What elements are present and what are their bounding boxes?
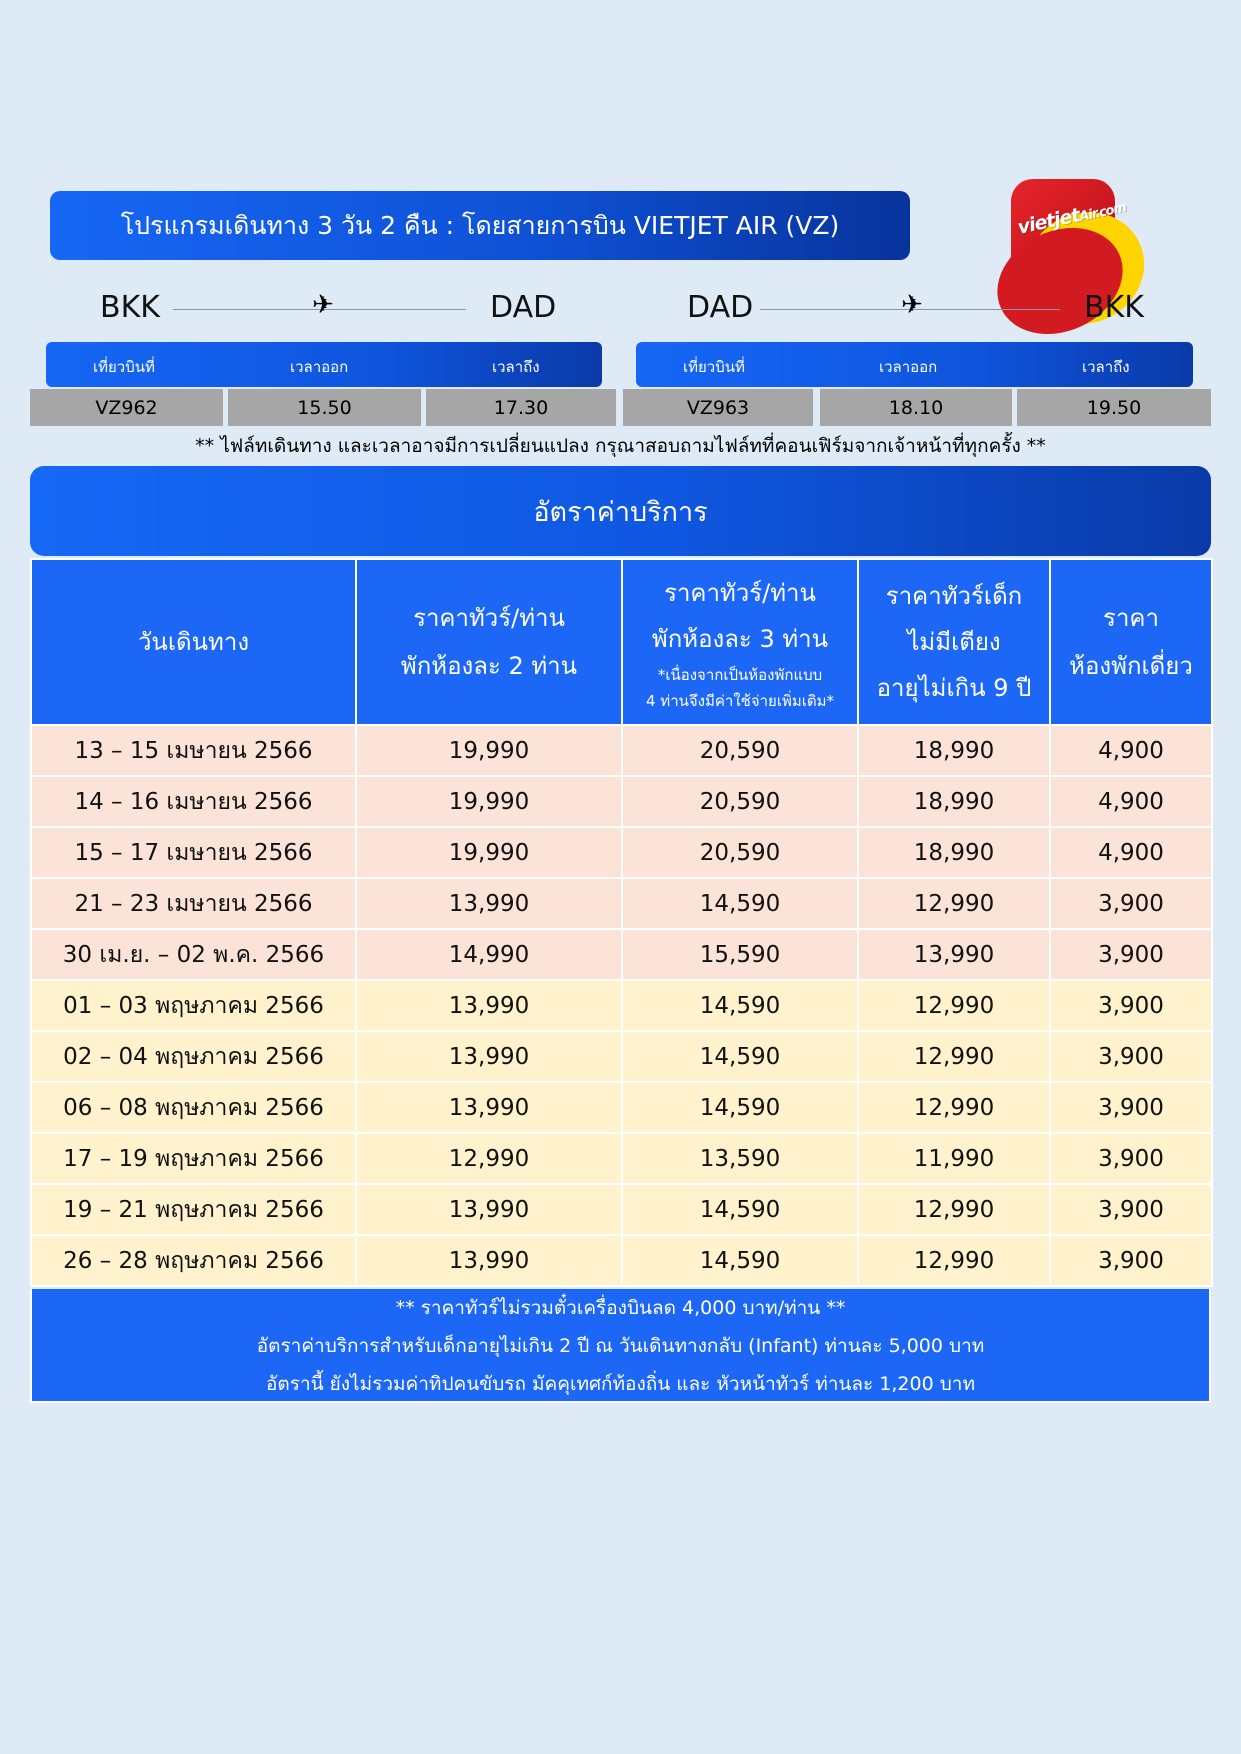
- cell-date: 13 – 15 เมษายน 2566: [31, 725, 356, 776]
- footer-note-infant: อัตราค่าบริการสำหรับเด็กอายุไม่เกิน 2 ปี ณ วันเดินทางกลับ (Infant) ท่านละ 5,000 บาท: [256, 1335, 985, 1357]
- airplane-icon: ✈: [901, 290, 923, 320]
- table-row: [31, 1235, 1212, 1286]
- cell-date: 14 – 16 เมษายน 2566: [31, 776, 356, 827]
- table-row: [31, 1082, 1212, 1133]
- outbound-origin: BKK: [100, 290, 160, 325]
- header-child: ราคาทัวร์เด็ก ไม่มีเตียง อายุไม่เกิน 9 ปี: [858, 559, 1050, 725]
- cell-triple-price: 14,590: [622, 1235, 858, 1286]
- cell-date: 02 – 04 พฤษภาคม 2566: [31, 1031, 356, 1082]
- inbound-destination: BKK: [1084, 290, 1144, 325]
- outbound-flight-no: VZ962: [30, 389, 223, 426]
- inbound-flight-no: VZ963: [623, 389, 813, 426]
- cell-twin-price: 13,990: [356, 1031, 622, 1082]
- table-row: [31, 1031, 1212, 1082]
- cell-single-price: 4,900: [1050, 725, 1212, 776]
- table-row: [31, 776, 1212, 827]
- inbound-route: [0, 290, 1241, 330]
- cell-twin-price: 13,990: [356, 980, 622, 1031]
- cell-twin-price: 19,990: [356, 725, 622, 776]
- inbound-flight-header: [636, 342, 1193, 387]
- inbound-col-flight: เที่ยวบินที่: [683, 358, 745, 376]
- rates-title: อัตราค่าบริการ: [533, 496, 708, 528]
- cell-twin-price: 13,990: [356, 1235, 622, 1286]
- rates-footer-notes: [30, 1289, 1211, 1403]
- cell-single-price: 3,900: [1050, 1133, 1212, 1184]
- cell-date: 19 – 21 พฤษภาคม 2566: [31, 1184, 356, 1235]
- inbound-arrive-time: 19.50: [1017, 389, 1211, 426]
- cell-date: 30 เม.ย. – 02 พ.ค. 2566: [31, 929, 356, 980]
- cell-triple-price: 14,590: [622, 1082, 858, 1133]
- cell-single-price: 3,900: [1050, 1082, 1212, 1133]
- cell-twin-price: 14,990: [356, 929, 622, 980]
- footer-note-ticket: ** ราคาทัวร์ไม่รวมตั๋วเครื่องบินลด 4,000 บาท/ท่าน **: [395, 1297, 846, 1319]
- cell-date: 21 – 23 เมษายน 2566: [31, 878, 356, 929]
- cell-child-price: 12,990: [858, 980, 1050, 1031]
- cell-child-price: 18,990: [858, 827, 1050, 878]
- cell-child-price: 12,990: [858, 1235, 1050, 1286]
- cell-triple-price: 20,590: [622, 725, 858, 776]
- table-row: [31, 827, 1212, 878]
- cell-child-price: 12,990: [858, 1184, 1050, 1235]
- cell-date: 01 – 03 พฤษภาคม 2566: [31, 980, 356, 1031]
- cell-triple-price: 13,590: [622, 1133, 858, 1184]
- cell-twin-price: 12,990: [356, 1133, 622, 1184]
- cell-single-price: 3,900: [1050, 1184, 1212, 1235]
- cell-triple-price: 15,590: [622, 929, 858, 980]
- table-row: [31, 878, 1212, 929]
- header-single: ราคา ห้องพักเดี่ยว: [1050, 559, 1212, 725]
- rates-title-bar: [30, 466, 1211, 556]
- vietjet-logo-icon: vietjetAir.com: [1011, 179, 1115, 283]
- header-twin: ราคาทัวร์/ท่าน พักห้องละ 2 ท่าน: [356, 559, 622, 725]
- cell-triple-price: 20,590: [622, 827, 858, 878]
- outbound-col-flight: เที่ยวบินที่: [93, 358, 155, 376]
- cell-twin-price: 13,990: [356, 1184, 622, 1235]
- cell-twin-price: 13,990: [356, 878, 622, 929]
- cell-child-price: 13,990: [858, 929, 1050, 980]
- cell-twin-price: 13,990: [356, 1082, 622, 1133]
- cell-triple-price: 14,590: [622, 980, 858, 1031]
- outbound-arrive-time: 17.30: [426, 389, 616, 426]
- cell-twin-price: 19,990: [356, 776, 622, 827]
- cell-triple-price: 14,590: [622, 878, 858, 929]
- cell-single-price: 3,900: [1050, 1235, 1212, 1286]
- cell-single-price: 3,900: [1050, 980, 1212, 1031]
- program-title: โปรแกรมเดินทาง 3 วัน 2 คืน : โดยสายการบิน VIETJET AIR (VZ): [120, 210, 840, 240]
- cell-child-price: 11,990: [858, 1133, 1050, 1184]
- cell-child-price: 18,990: [858, 776, 1050, 827]
- cell-child-price: 18,990: [858, 725, 1050, 776]
- cell-single-price: 3,900: [1050, 929, 1212, 980]
- cell-date: 26 – 28 พฤษภาคม 2566: [31, 1235, 356, 1286]
- table-row: [31, 1133, 1212, 1184]
- cell-date: 06 – 08 พฤษภาคม 2566: [31, 1082, 356, 1133]
- cell-child-price: 12,990: [858, 1082, 1050, 1133]
- inbound-col-depart: เวลาออก: [879, 358, 938, 376]
- flight-change-notice: ** ไฟล์ทเดินทาง และเวลาอาจมีการเปลี่ยนแปลง กรุณาสอบถามไฟล์ทที่คอนเฟิร์มจากเจ้าหน้าที่ทุกครั้ง **: [195, 435, 1046, 457]
- cell-date: 17 – 19 พฤษภาคม 2566: [31, 1133, 356, 1184]
- header-triple: ราคาทัวร์/ท่าน พักห้องละ 3 ท่าน *เนื่องจากเป็นห้องพักแบบ 4 ท่านจึงมีค่าใช้จ่ายเพิ่มเติม*: [622, 559, 858, 725]
- cell-triple-price: 14,590: [622, 1184, 858, 1235]
- price-table: [30, 558, 1213, 1287]
- outbound-col-arrive: เวลาถึง: [492, 358, 540, 376]
- airplane-icon: ✈: [312, 290, 334, 320]
- cell-single-price: 3,900: [1050, 878, 1212, 929]
- inbound-origin: DAD: [687, 290, 754, 325]
- cell-triple-price: 14,590: [622, 1031, 858, 1082]
- cell-single-price: 4,900: [1050, 827, 1212, 878]
- price-table-header: [31, 559, 1212, 725]
- table-row: [31, 929, 1212, 980]
- cell-child-price: 12,990: [858, 878, 1050, 929]
- outbound-destination: DAD: [490, 290, 557, 325]
- cell-triple-price: 20,590: [622, 776, 858, 827]
- inbound-col-arrive: เวลาถึง: [1082, 358, 1130, 376]
- table-row: [31, 1184, 1212, 1235]
- program-title-bar: [50, 191, 910, 260]
- outbound-col-depart: เวลาออก: [290, 358, 349, 376]
- table-row: [31, 725, 1212, 776]
- cell-child-price: 12,990: [858, 1031, 1050, 1082]
- cell-twin-price: 19,990: [356, 827, 622, 878]
- header-date: วันเดินทาง: [31, 559, 356, 725]
- inbound-depart-time: 18.10: [820, 389, 1012, 426]
- outbound-flight-header: [46, 342, 602, 387]
- outbound-depart-time: 15.50: [228, 389, 421, 426]
- table-row: [31, 980, 1212, 1031]
- cell-single-price: 4,900: [1050, 776, 1212, 827]
- cell-single-price: 3,900: [1050, 1031, 1212, 1082]
- cell-date: 15 – 17 เมษายน 2566: [31, 827, 356, 878]
- footer-note-tips: อัตรานี้ ยังไม่รวมค่าทิปคนขับรถ มัคคุเทศก์ท้องถิ่น และ หัวหน้าทัวร์ ท่านละ 1,200 บาท: [266, 1373, 975, 1395]
